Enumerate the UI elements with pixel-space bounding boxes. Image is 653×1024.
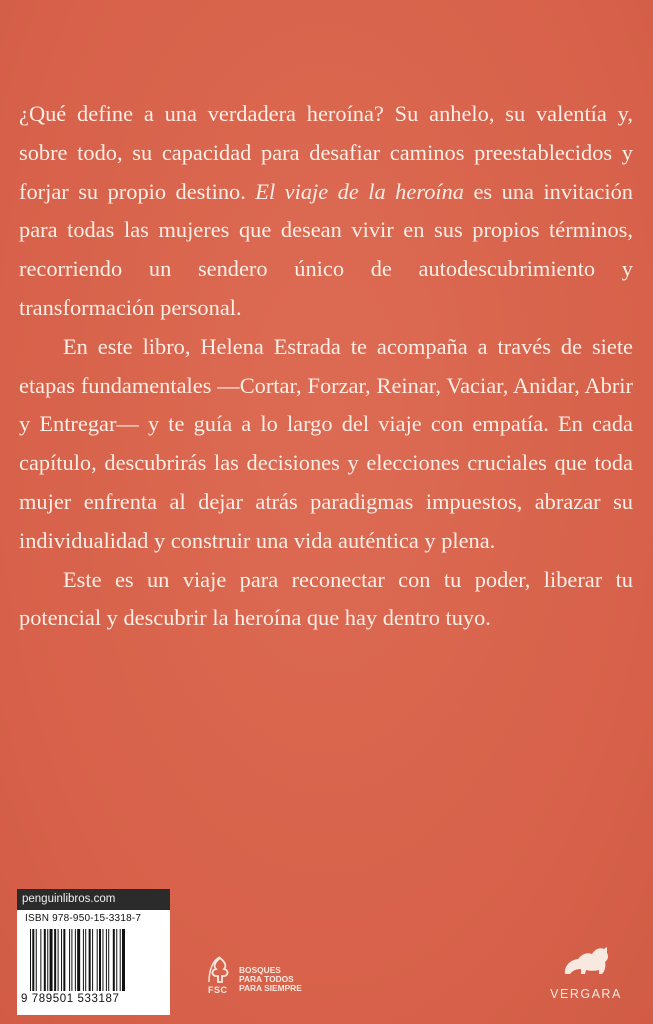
fsc-slogan-line-2: PARA TODOS — [239, 974, 294, 984]
barcode-bar — [89, 929, 91, 991]
barcode-bar — [44, 929, 46, 991]
publisher-mark — [543, 944, 633, 1004]
fsc-slogan — [239, 966, 302, 993]
barcode-bar — [99, 929, 101, 991]
paragraph-intro — [19, 95, 633, 328]
paragraph-stages: En este libro, Helena Estrada te acompaña a través de siete etapas fundamentales —Cortar, Forzar, Reinar, Vaciar, Anidar, Abrir y Entregar— y te guía a lo largo del viaje con empatía. En cada capítulo, descubrirás las decisiones y elecciones cruciales que toda mujer enfrenta al dejar atrás paradigmas impuestos, abrazar su individualidad y construir una vida auténtica y plena. — [19, 333, 633, 553]
barcode-bar — [54, 929, 56, 991]
barcode-bar — [122, 929, 125, 991]
barcode-bar — [32, 929, 34, 991]
barcode-number: 9 789501 533187 — [21, 993, 120, 1005]
barcode-bar — [58, 929, 59, 991]
fsc-slogan-line-1: BOSQUES — [239, 965, 281, 975]
barcode-bar — [108, 929, 109, 991]
intro-text-start: ¿Qué define a una verdadera heroína? Su anhelo, su valentía y, sobre todo, su capacidad para desafiar caminos preestablecidos y forjar su propio destino. — [19, 101, 633, 204]
fsc-certification — [207, 956, 327, 1002]
barcode-bar — [92, 929, 93, 991]
barcode-bar — [77, 929, 80, 991]
barcode-bar — [69, 929, 70, 991]
barcode-label — [17, 889, 170, 1015]
barcode-bar — [71, 929, 72, 991]
barcode-bar — [50, 929, 53, 991]
barcode-bar — [113, 929, 115, 991]
barcode-bar — [63, 929, 65, 991]
barcode-bar — [30, 929, 31, 991]
publisher-website: penguinlibros.com — [17, 889, 170, 910]
barcode-bar — [83, 929, 84, 991]
synopsis — [19, 95, 633, 638]
barcode-bar — [40, 929, 41, 991]
barcode-bar — [85, 929, 86, 991]
isbn-text: ISBN 978-950-15-3318-7 — [25, 913, 142, 924]
paragraph-closing: Este es un viaje para reconectar con tu poder, liberar tu potencial y descubrir la heroína que hay dentro tuyo. — [19, 566, 633, 631]
fsc-slogan-line-3: PARA SIEMPRE — [239, 983, 302, 993]
book-title-italic: El viaje de la heroína — [255, 178, 465, 204]
publisher-name: VERGARA — [550, 987, 622, 1001]
barcode-bar — [106, 929, 107, 991]
fsc-tree-icon — [207, 956, 233, 984]
fsc-label: FSC — [208, 985, 228, 995]
barcode-bar — [75, 929, 76, 991]
barcode-bar — [61, 929, 62, 991]
barcode-bar — [47, 929, 48, 991]
barcode-bars — [30, 929, 160, 991]
barcode-bar — [120, 929, 121, 991]
jaguar-icon — [561, 944, 611, 980]
barcode-bar — [97, 929, 98, 991]
barcode-bar — [102, 929, 103, 991]
intro-text-end: es una invitación para todas las mujeres que desean vivir en sus propios términos, recorriendo un sendero único de autodescubrimiento y transformación personal. — [19, 178, 633, 320]
barcode-bar — [116, 929, 117, 991]
barcode-bar — [36, 929, 37, 991]
